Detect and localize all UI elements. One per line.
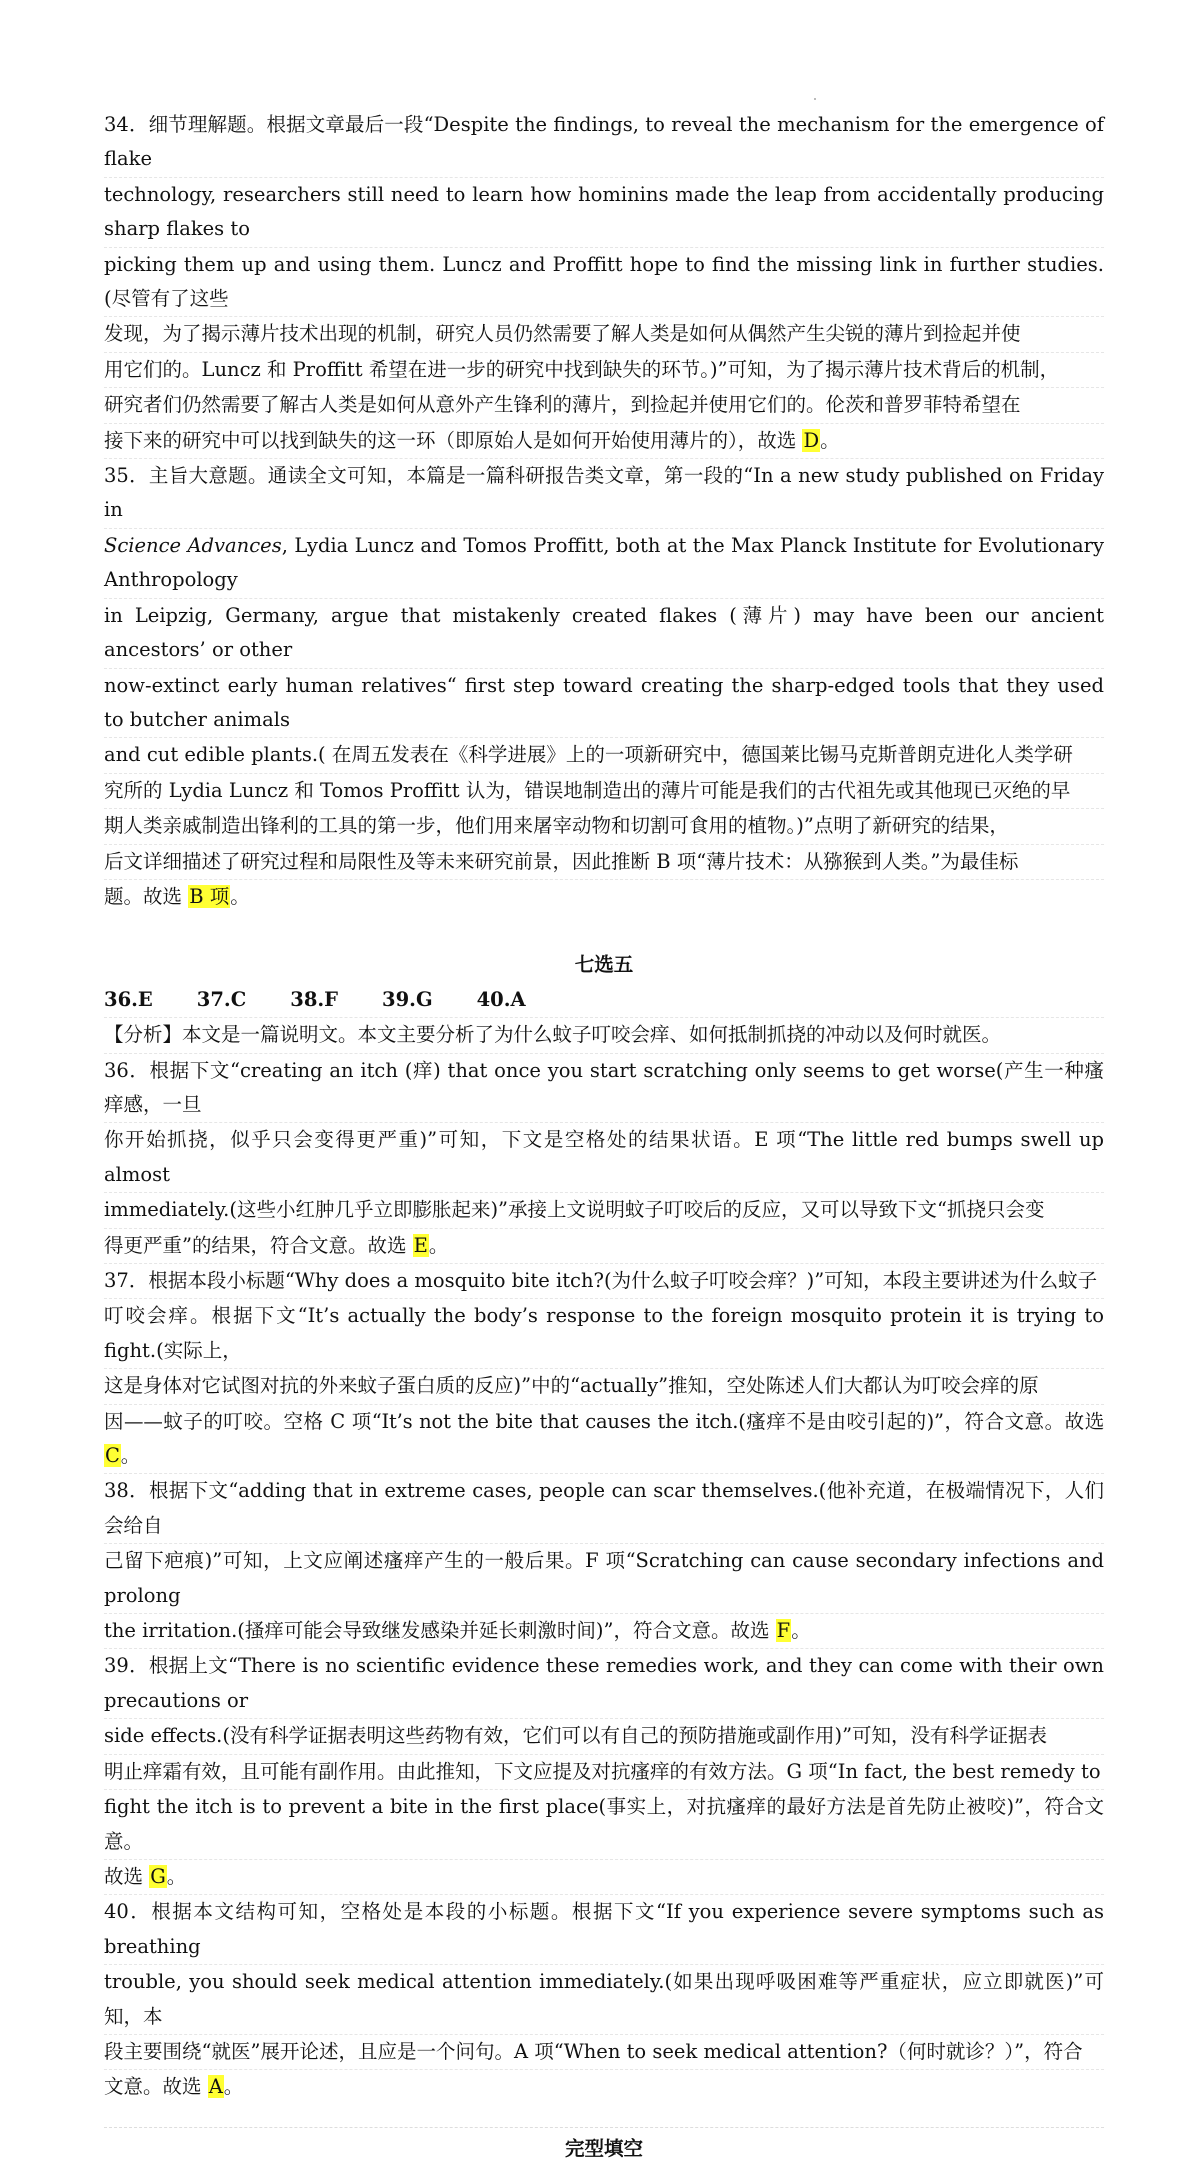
q35-last-punct: 。 bbox=[230, 884, 250, 908]
q36-last-punct: 。 bbox=[428, 1233, 449, 1257]
q35-last-text: 题。故选 bbox=[104, 884, 189, 908]
q40-line: 40．根据本文结构可知，空格处是本段的小标题。根据下文“If you experience severe symptoms such as breathing bbox=[104, 1895, 1104, 1965]
q35-line: 究所的 Lydia Luncz 和 Tomos Proffitt 认为，错误地制造出的薄片可能是我们的古代祖先或其他现已灭绝的早 bbox=[104, 774, 1104, 809]
q36-answer-highlight: E bbox=[413, 1233, 428, 1257]
q40-line: trouble, you should seek medical attention immediately.(如果出现呼吸困难等严重症状，应立即就医)”可知，本 bbox=[104, 1965, 1104, 2035]
q35-line: 后文详细描述了研究过程和局限性及等未来研究前景，因此推断 B 项“薄片技术：从猕猴到人类。”为最佳标 bbox=[104, 845, 1104, 880]
q35-line bbox=[104, 880, 1104, 914]
q34-line bbox=[104, 424, 1104, 459]
q37-line: 这是身体对它试图对抗的外来蚊子蛋白质的反应)”中的“actually”推知，空处陈述人们大都认为叮咬会痒的原 bbox=[104, 1369, 1104, 1404]
q34-last-text: 接下来的研究中可以找到缺失的这一环（即原始人是如何开始使用薄片的），故选 bbox=[104, 428, 803, 452]
q34-explanation bbox=[104, 108, 1104, 459]
q40-explanation bbox=[104, 1895, 1104, 2104]
q35-answer-highlight: B 项 bbox=[189, 884, 230, 908]
q40-line: 段主要围绕“就医”展开论述，且应是一个问句。A 项“When to seek medical attention?（何时就诊？）”，符合 bbox=[104, 2035, 1104, 2070]
q38-line: 己留下疤痕)”可知，上文应阐述瘙痒产生的一般后果。F 项“Scratching can cause secondary infections and prolong bbox=[104, 1544, 1104, 1614]
answer-key-item: 37.C bbox=[196, 987, 247, 1011]
q37-answer-highlight: C bbox=[105, 1444, 120, 1468]
q39-last-punct: 。 bbox=[166, 1864, 187, 1888]
q38-last-punct: 。 bbox=[791, 1619, 811, 1643]
q39-answer-highlight: G bbox=[150, 1864, 166, 1888]
q38-line bbox=[104, 1614, 1104, 1649]
q36-explanation bbox=[104, 1054, 1104, 1264]
q36-line: 36．根据下文“creating an itch (痒) that once you start scratching only seems to get worse(产生一种瘙痒感，一旦 bbox=[104, 1054, 1104, 1124]
q36-line bbox=[104, 1229, 1104, 1264]
q35-explanation bbox=[104, 459, 1104, 914]
q40-last-text: 文意。故选 bbox=[104, 2075, 208, 2099]
q35-line: 35．主旨大意题。通读全文可知，本篇是一篇科研报告类文章，第一段的“In a new study published on Friday in bbox=[104, 459, 1104, 529]
q35-line bbox=[104, 529, 1104, 599]
answer-key-item: 39.G bbox=[382, 987, 433, 1011]
q37-last-punct: 。 bbox=[120, 1444, 141, 1468]
q40-line bbox=[104, 2070, 1104, 2104]
answer-key-item: 36.E bbox=[104, 987, 153, 1011]
q34-line: 34．细节理解题。根据文章最后一段“Despite the findings, to reveal the mechanism for the emergence of flake bbox=[104, 108, 1104, 178]
q35-line: now-extinct early human relatives“ first step toward creating the sharp-edged tools that they used to butcher animals bbox=[104, 669, 1104, 739]
q38-line: 38．根据下文“adding that in extreme cases, people can scar themselves.(他补充道，在极端情况下，人们会给自 bbox=[104, 1474, 1104, 1544]
q34-answer-highlight: D bbox=[803, 428, 820, 452]
answer-key-item: 38.F bbox=[290, 987, 339, 1011]
journal-name: Science Advances bbox=[104, 533, 282, 557]
q35-line: 期人类亲戚制造出锋利的工具的第一步，他们用来屠宰动物和切割可食用的植物。)”点明了新研究的结果， bbox=[104, 809, 1104, 844]
q34-line: 发现，为了揭示薄片技术出现的机制，研究人员仍然需要了解人类是如何从偶然产生尖锐的薄片到捡起并使 bbox=[104, 317, 1104, 352]
q37-line: 37．根据本段小标题“Why does a mosquito bite itch?(为什么蚊子叮咬会痒？)”可知，本段主要讲述为什么蚊子 bbox=[104, 1264, 1104, 1299]
q39-line: fight the itch is to prevent a bite in the first place(事实上，对抗瘙痒的最好方法是首先防止被咬)”，符合文意。 bbox=[104, 1790, 1104, 1860]
q34-line: 用它们的。Luncz 和 Proffitt 希望在进一步的研究中找到缺失的环节。)”可知，为了揭示薄片技术背后的机制， bbox=[104, 353, 1104, 388]
q38-explanation bbox=[104, 1474, 1104, 1649]
section-title-cloze: 完型填空 bbox=[564, 2136, 643, 2160]
section-title-seven-choose-five: 七选五 bbox=[574, 953, 634, 977]
spacer bbox=[104, 914, 1104, 948]
q35-line: in Leipzig, Germany, argue that mistakenly created flakes (薄片) may have been our ancient ancestors’ or other bbox=[104, 599, 1104, 669]
document-page bbox=[104, 108, 1104, 2166]
q36-last-text: 得更严重”的结果，符合文意。故选 bbox=[104, 1233, 413, 1257]
scan-dot bbox=[814, 98, 816, 100]
q39-line: 39．根据上文“There is no scientific evidence these remedies work, and they can come with their own precautions or bbox=[104, 1649, 1104, 1719]
q34-line: 研究者们仍然需要了解古人类是如何从意外产生锋利的薄片，到捡起并使用它们的。伦茨和普罗菲特希望在 bbox=[104, 388, 1104, 423]
q37-explanation bbox=[104, 1264, 1104, 1474]
q36-line: 你开始抓挠，似乎只会变得更严重)”可知，下文是空格处的结果状语。E 项“The little red bumps swell up almost bbox=[104, 1123, 1104, 1193]
q39-line bbox=[104, 1860, 1104, 1895]
answer-key-row bbox=[104, 983, 1104, 1018]
q35-line: and cut edible plants.( 在周五发表在《科学进展》上的一项新研究中，德国莱比锡马克斯普朗克进化人类学研 bbox=[104, 738, 1104, 773]
q34-line: picking them up and using them. Luncz and Proffitt hope to find the missing link in further studies. (尽管有了这些 bbox=[104, 248, 1104, 318]
q38-last-text: the irritation.(搔痒可能会导致继发感染并延长刺激时间)”，符合文意。故选 bbox=[104, 1619, 776, 1643]
q34-last-punct: 。 bbox=[820, 428, 840, 452]
q37-last-text: 因——蚊子的叮咬。空格 C 项“It’s not the bite that causes the itch.(瘙痒不是由咬引起的)”，符合文意。故选 bbox=[104, 1409, 1104, 1433]
analysis-line: 【分析】本文是一篇说明文。本文主要分析了为什么蚊子叮咬会痒、如何抵制抓挠的冲动以及何时就医。 bbox=[104, 1018, 1104, 1053]
q39-line: 明止痒霜有效，且可能有副作用。由此推知，下文应提及对抗瘙痒的有效方法。G 项“In fact, the best remedy to bbox=[104, 1755, 1104, 1790]
q39-line: side effects.(没有科学证据表明这些药物有效，它们可以有自己的预防措施或副作用)”可知，没有科学证据表 bbox=[104, 1719, 1104, 1754]
answer-key-item: 40.A bbox=[476, 987, 526, 1011]
q34-line: technology, researchers still need to learn how hominins made the leap from accidentally producing sharp flakes to bbox=[104, 178, 1104, 248]
q36-line: immediately.(这些小红肿几乎立即膨胀起来)”承接上文说明蚊子叮咬后的反应，又可以导致下文“抓挠只会变 bbox=[104, 1193, 1104, 1228]
spacer bbox=[104, 2105, 1104, 2127]
q37-line bbox=[104, 1405, 1104, 1475]
q40-last-punct: 。 bbox=[223, 2075, 244, 2099]
q38-answer-highlight: F bbox=[776, 1619, 791, 1643]
q35-line-rest: , Lydia Luncz and Tomos Proffitt, both at the Max Planck Institute for Evolutionary Anthropology bbox=[104, 533, 1105, 592]
q40-answer-highlight: A bbox=[208, 2075, 223, 2099]
q39-last-text: 故选 bbox=[104, 1864, 150, 1888]
q37-line: 叮咬会痒。根据下文“It’s actually the body’s response to the foreign mosquito protein it is trying to fight.(实际上， bbox=[104, 1299, 1104, 1369]
analysis bbox=[104, 1018, 1104, 1053]
q39-explanation bbox=[104, 1649, 1104, 1895]
